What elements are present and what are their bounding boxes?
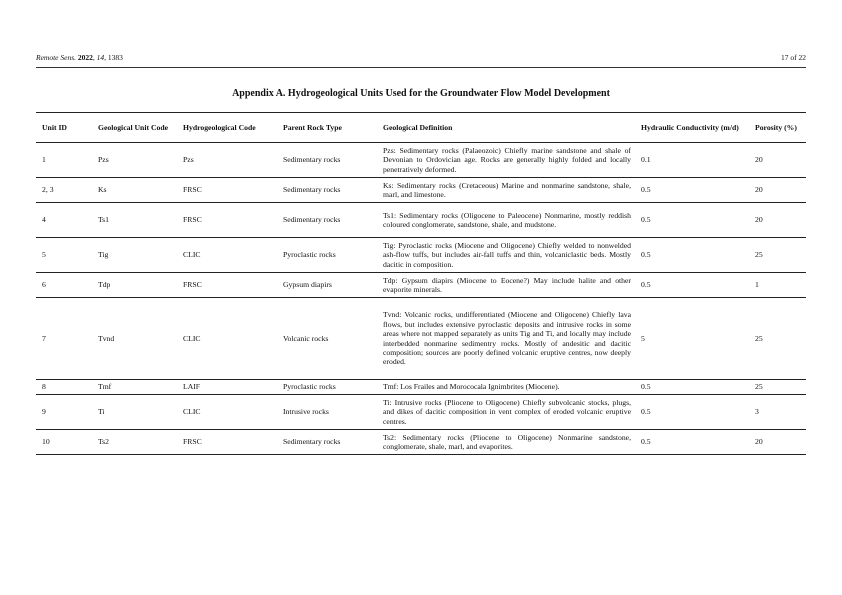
col-header-definition: Geological Definition xyxy=(383,122,453,132)
cell-hydro-code: FRSC xyxy=(183,185,202,195)
cell-hydro-code: CLIC xyxy=(183,333,201,343)
col-header-porosity: Porosity (%) xyxy=(755,122,797,132)
cell-porosity: 20 xyxy=(755,215,763,225)
table-row xyxy=(36,273,806,298)
table-header-row xyxy=(36,113,806,143)
cell-hydro-code: FRSC xyxy=(183,437,202,447)
cell-unit-id: 1 xyxy=(42,155,46,165)
cell-conductivity: 5 xyxy=(641,333,645,343)
cell-rock-type: Sedimentary rocks xyxy=(283,437,341,447)
table-row xyxy=(36,238,806,273)
cell-unit-id: 9 xyxy=(42,407,46,417)
cell-rock-type: Pyroclastic rocks xyxy=(283,382,336,392)
table-row xyxy=(36,178,806,203)
cell-unit-id: 5 xyxy=(42,250,46,260)
col-header-unit-id: Unit ID xyxy=(42,122,67,132)
cell-porosity: 1 xyxy=(755,280,759,290)
table-row xyxy=(36,143,806,178)
cell-porosity: 20 xyxy=(755,437,763,447)
cell-conductivity: 0.5 xyxy=(641,185,651,195)
cell-hydro-code: FRSC xyxy=(183,280,202,290)
cell-geo-code: Ts1 xyxy=(98,215,109,225)
cell-geo-code: Tig xyxy=(98,250,109,260)
cell-unit-id: 8 xyxy=(42,382,46,392)
table-row xyxy=(36,380,806,395)
table-row xyxy=(36,395,806,430)
cell-geo-code: Tmf xyxy=(98,382,112,392)
cell-hydro-code: CLIC xyxy=(183,407,201,417)
col-header-rock-type: Parent Rock Type xyxy=(283,122,342,132)
cell-definition: Ts2: Sedimentary rocks (Pliocene to Oligocene) Nonmarine sandstone, conglomerate, shale, marl, and evaporites. xyxy=(383,432,631,451)
cell-unit-id: 7 xyxy=(42,333,46,343)
hydrogeological-units-table xyxy=(36,112,806,455)
cell-unit-id: 10 xyxy=(42,437,50,447)
cell-rock-type: Intrusive rocks xyxy=(283,407,329,417)
cell-hydro-code: FRSC xyxy=(183,215,202,225)
cell-definition: Ks: Sedimentary rocks (Cretaceous) Marine and nonmarine sandstone, shale, marl, and limestone. xyxy=(383,180,631,199)
table-row xyxy=(36,430,806,455)
cell-definition: Ts1: Sedimentary rocks (Oligocene to Paleocene) Nonmarine, mostly reddish coloured conglomerate, sandstone, shale, and mudstone. xyxy=(383,210,631,229)
cell-definition: Tmf: Los Frailes and Morococala Ignimbrites (Miocene). xyxy=(383,382,560,392)
col-header-conductivity: Hydraulic Conductivity (m/d) xyxy=(641,122,739,132)
page-number: 17 of 22 xyxy=(781,53,806,62)
cell-unit-id: 2, 3 xyxy=(42,185,54,195)
cell-hydro-code: CLIC xyxy=(183,250,201,260)
cell-rock-type: Sedimentary rocks xyxy=(283,215,341,225)
cell-geo-code: Pzs xyxy=(98,155,109,165)
col-header-geo-code: Geological Unit Code xyxy=(98,122,169,132)
cell-unit-id: 6 xyxy=(42,280,46,290)
cell-definition: Ti: Intrusive rocks (Pliocene to Oligocene) Chiefly subvolcanic stocks, plugs, and dikes of dacitic composition in vent complex of eroded volcanic eruptive centres. xyxy=(383,397,631,426)
cell-geo-code: Ts2 xyxy=(98,437,109,447)
cell-rock-type: Sedimentary rocks xyxy=(283,155,341,165)
cell-porosity: 25 xyxy=(755,250,763,260)
cell-geo-code: Tvnd xyxy=(98,333,115,343)
cell-rock-type: Gypsum diapirs xyxy=(283,280,332,290)
cell-hydro-code: LAIF xyxy=(183,382,201,392)
cell-conductivity: 0.5 xyxy=(641,280,651,290)
cell-geo-code: Tdp xyxy=(98,280,111,290)
cell-hydro-code: Pzs xyxy=(183,155,194,165)
cell-conductivity: 0.5 xyxy=(641,382,651,392)
cell-definition: Tvnd: Volcanic rocks, undifferentiated (Miocene and Oligocene) Chiefly lava flows, but includes extensive pyroclastic deposits and intrusive rocks in some areas where not mapped separately as units Tig and Ti, and locally may include interbedded nonmarine sedimentry rocks. Mostly of andesitic and dacitic composition; sources are poorly defined volcanic eruptive centres, now deeply eroded. xyxy=(383,310,631,367)
cell-unit-id: 4 xyxy=(42,215,46,225)
appendix-title: Appendix A. Hydrogeological Units Used for the Groundwater Flow Model Development xyxy=(232,88,610,99)
journal-volume: 14 xyxy=(96,53,105,62)
cell-porosity: 3 xyxy=(755,407,759,417)
cell-definition: Tdp: Gypsum diapirs (Miocene to Eocene?) May include halite and other evaporite minerals. xyxy=(383,275,631,294)
table-row xyxy=(36,298,806,380)
cell-definition: Tig: Pyroclastic rocks (Miocene and Oligocene) Chiefly welded to nonwelded ash-flow tuffs, but includes air-fall tuffs and thin, volcaniclastic beds. Mostly dacitic in composition. xyxy=(383,240,631,269)
cell-porosity: 25 xyxy=(755,382,763,392)
cell-rock-type: Volcanic rocks xyxy=(283,333,329,343)
cell-geo-code: Ti xyxy=(98,407,105,417)
header-divider xyxy=(36,67,806,68)
col-header-hydro-code: Hydrogeological Code xyxy=(183,122,256,132)
cell-conductivity: 0.5 xyxy=(641,407,651,417)
cell-porosity: 25 xyxy=(755,333,763,343)
cell-geo-code: Ks xyxy=(98,185,107,195)
cell-rock-type: Sedimentary rocks xyxy=(283,185,341,195)
cell-rock-type: Pyroclastic rocks xyxy=(283,250,336,260)
cell-conductivity: 0.5 xyxy=(641,250,651,260)
table-row xyxy=(36,203,806,238)
cell-definition: Pzs: Sedimentary rocks (Palaeozoic) Chiefly marine sandstone and shale of Devonian to Ordovician age. Rocks are generally highly folded and locally penetratively deformed. xyxy=(383,145,631,174)
cell-porosity: 20 xyxy=(755,185,763,195)
running-header: Remote Sens. 2022, 14, 1383 xyxy=(36,53,123,62)
journal-name: Remote Sens. xyxy=(36,53,76,62)
article-number: 1383 xyxy=(107,53,123,62)
cell-conductivity: 0.5 xyxy=(641,437,651,447)
journal-year: 2022 xyxy=(77,53,93,62)
cell-conductivity: 0.1 xyxy=(641,155,651,165)
cell-porosity: 20 xyxy=(755,155,763,165)
cell-conductivity: 0.5 xyxy=(641,215,651,225)
